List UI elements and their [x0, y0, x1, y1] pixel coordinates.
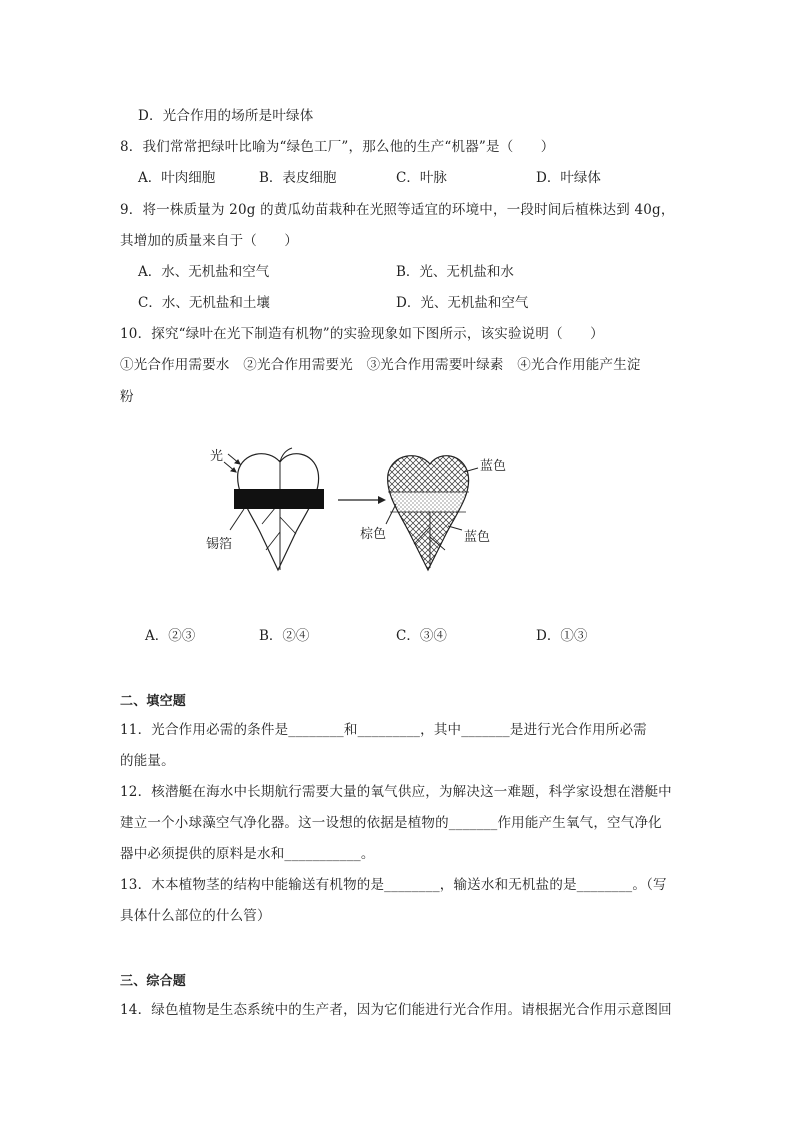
blue-top-label: 蓝色 [480, 459, 507, 474]
light-arrows [224, 454, 240, 472]
question-9-option-b: B．光、无机盐和水 [396, 264, 514, 280]
leaf-experiment-figure [200, 442, 520, 582]
question-7-option-d: D．光合作用的场所是叶绿体 [138, 108, 314, 124]
question-10-stem: 10．探究“绿叶在光下制造有机物”的实验现象如下图所示，该实验说明（ ） [120, 326, 604, 342]
question-8-option-b: B．表皮细胞 [259, 170, 337, 186]
section-2-title: 二、填空题 [120, 694, 187, 709]
transition-arrow [338, 496, 386, 504]
question-9-stem-line2: 其增加的质量来自于（ ） [120, 233, 299, 249]
question-13-line1: 13．木本植物茎的结构中能输送有机物的是________，输送水和无机盐的是________。（写 [120, 877, 667, 893]
question-10-statements-line2: 粉 [120, 389, 134, 405]
question-10-option-d: D．①③ [536, 628, 588, 644]
leaf-after-iodine [380, 442, 480, 582]
foil-label: 锡箔 [206, 537, 233, 552]
brown-pointer-line [386, 504, 396, 524]
foil-pointer-line [230, 509, 244, 530]
brown-label: 棕色 [360, 527, 387, 542]
question-11-line1: 11．光合作用必需的条件是________和_________，其中_______是进行光合作用所必需 [120, 722, 647, 738]
foil-strip [234, 489, 324, 509]
section-3-title: 三、综合题 [120, 974, 187, 989]
blue-bottom-pointer-line [448, 526, 462, 530]
question-8-option-c: C．叶脉 [396, 170, 447, 186]
light-label: 光 [210, 449, 224, 464]
question-10-option-c: C．③④ [396, 628, 447, 644]
question-14-line1: 14．绿色植物是生态系统中的生产者，因为它们能进行光合作用。请根据光合作用示意图回 [120, 1002, 672, 1018]
question-10-option-b: B．②④ [259, 628, 310, 644]
blue-bottom-label: 蓝色 [464, 530, 491, 545]
question-13-line2: 具体什么部位的什么管） [120, 908, 271, 924]
question-8-option-d: D．叶绿体 [536, 170, 601, 186]
question-11-line2: 的能量。 [120, 753, 175, 769]
question-12-line1: 12．核潜艇在海水中长期航行需要大量的氧气供应，为解决这一难题，科学家设想在潜艇中 [120, 784, 672, 800]
question-9-option-c: C．水、无机盐和土壤 [138, 295, 270, 311]
question-9-option-a: A．水、无机盐和空气 [138, 264, 270, 280]
question-10-option-a: A．②③ [145, 628, 196, 644]
question-9-option-d: D．光、无机盐和空气 [396, 295, 529, 311]
question-12-line3: 器中必须提供的原料是水和___________。 [120, 846, 375, 862]
question-12-line2: 建立一个小球藻空气净化器。这一设想的依据是植物的_______作用能产生氧气，空气净化 [120, 815, 662, 831]
question-8-stem: 8．我们常常把绿叶比喻为“绿色工厂”，那么他的生产“机器”是（ ） [120, 139, 555, 155]
question-8-option-a: A．叶肉细胞 [138, 170, 216, 186]
question-10-statements-line1: ①光合作用需要水 ②光合作用需要光 ③光合作用需要叶绿素 ④光合作用能产生淀 [120, 357, 641, 373]
question-9-stem-line1: 9．将一株质量为 20g 的黄瓜幼苗栽种在光照等适宜的环境中，一段时间后植株达到 40g， [120, 202, 675, 218]
